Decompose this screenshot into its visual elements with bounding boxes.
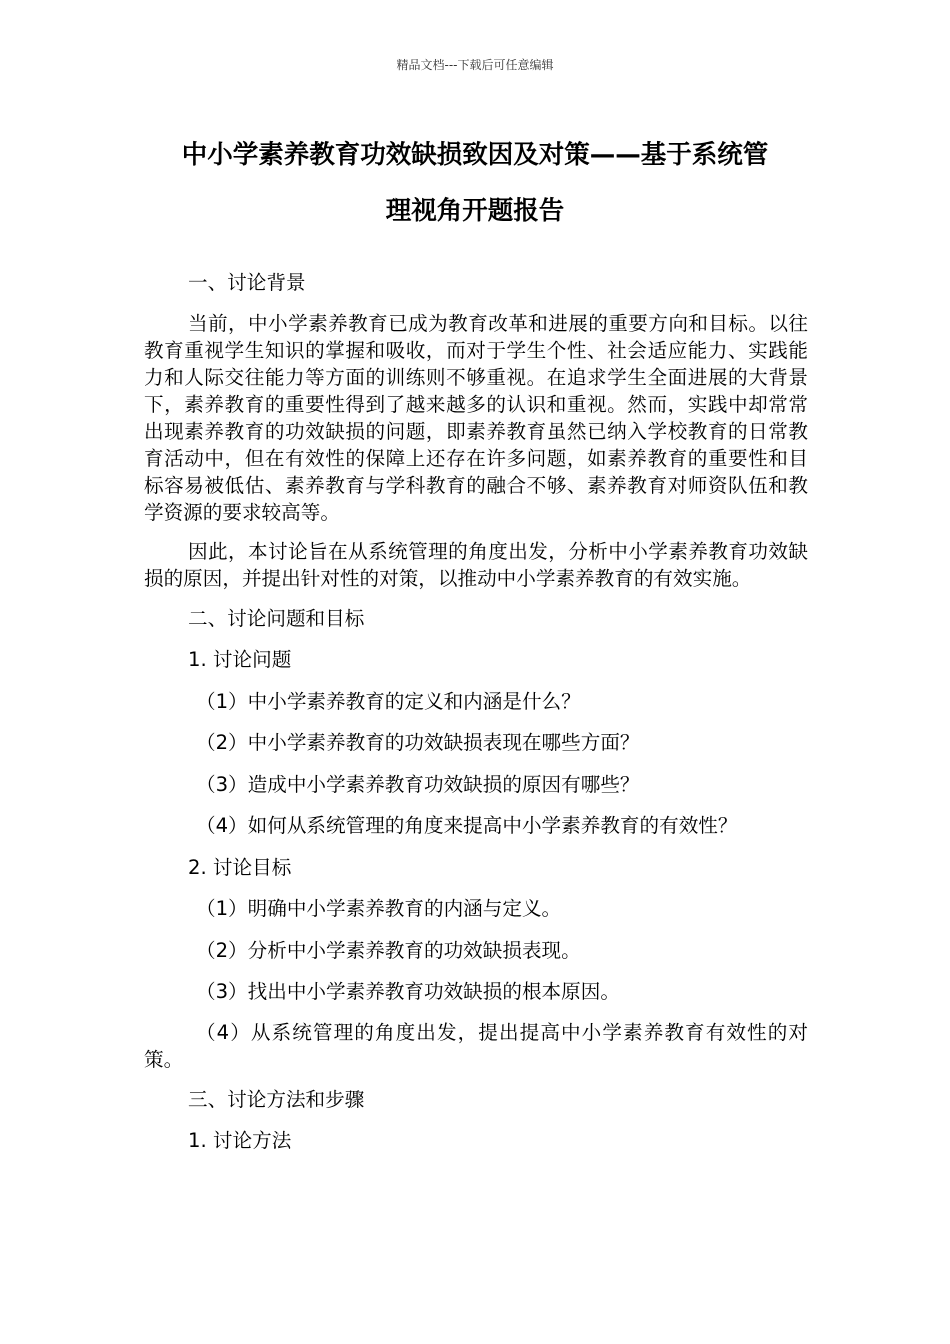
question-item-3: （3）造成中小学素养教育功效缺损的原因有哪些？ xyxy=(196,772,640,796)
section-heading-questions-goals: 二、讨论问题和目标 xyxy=(188,606,365,630)
section-heading-methods: 三、讨论方法和步骤 xyxy=(188,1087,365,1111)
background-paragraph-1: 当前，中小学素养教育已成为教育改革和进展的重要方向和目标。以往教育重视学生知识的掌握和吸收，而对于学生个性、社会适应能力、实践能力和人际交往能力等方面的训练则不够重视。在追求学生全面进展的大背景下，素养教育的重要性得到了越来越多的认识和重视。然而，实践中却常常出现素养教育的功效缺损的问题，即素养教育虽然已纳入学校教育的日常教育活动中，但在有效性的保障上还存在许多问题，如素养教育的重要性和目标容易被低估、素养教育与学科教育的融合不够、素养教育对师资队伍和教学资源的要求较高等。 xyxy=(144,311,808,524)
page-header: 精品文档---下载后可任意编辑 xyxy=(396,58,554,72)
section-heading-background: 一、讨论背景 xyxy=(188,271,306,294)
subsection-heading-methods: 1. 讨论方法 xyxy=(188,1129,292,1152)
goal-item-3: （3）找出中小学素养教育功效缺损的根本原因。 xyxy=(196,980,620,1003)
document-title-line-1: 中小学素养教育功效缺损致因及对策——基于系统管 xyxy=(181,140,769,170)
goal-item-2: （2）分析中小学素养教育的功效缺损表现。 xyxy=(196,938,581,962)
question-item-2: （2）中小学素养教育的功效缺损表现在哪些方面？ xyxy=(196,731,640,754)
question-item-1: （1）中小学素养教育的定义和内涵是什么？ xyxy=(196,689,581,713)
document-body xyxy=(144,268,808,1168)
subsection-heading-questions: 1. 讨论问题 xyxy=(188,648,292,671)
question-item-4: （4）如何从系统管理的角度来提高中小学素养教育的有效性？ xyxy=(196,814,738,837)
goal-item-4: （4）从系统管理的角度出发，提出提高中小学素养教育有效性的对策。 xyxy=(144,1020,808,1071)
subsection-heading-goals: 2. 讨论目标 xyxy=(188,855,292,879)
document-title-line-2: 理视角开题报告 xyxy=(385,196,565,226)
background-paragraph-2: 因此，本讨论旨在从系统管理的角度出发，分析中小学素养教育功效缺损的原因，并提出针对性的对策，以推动中小学素养教育的有效实施。 xyxy=(144,539,808,590)
goal-item-1: （1）明确中小学素养教育的内涵与定义。 xyxy=(196,897,562,920)
